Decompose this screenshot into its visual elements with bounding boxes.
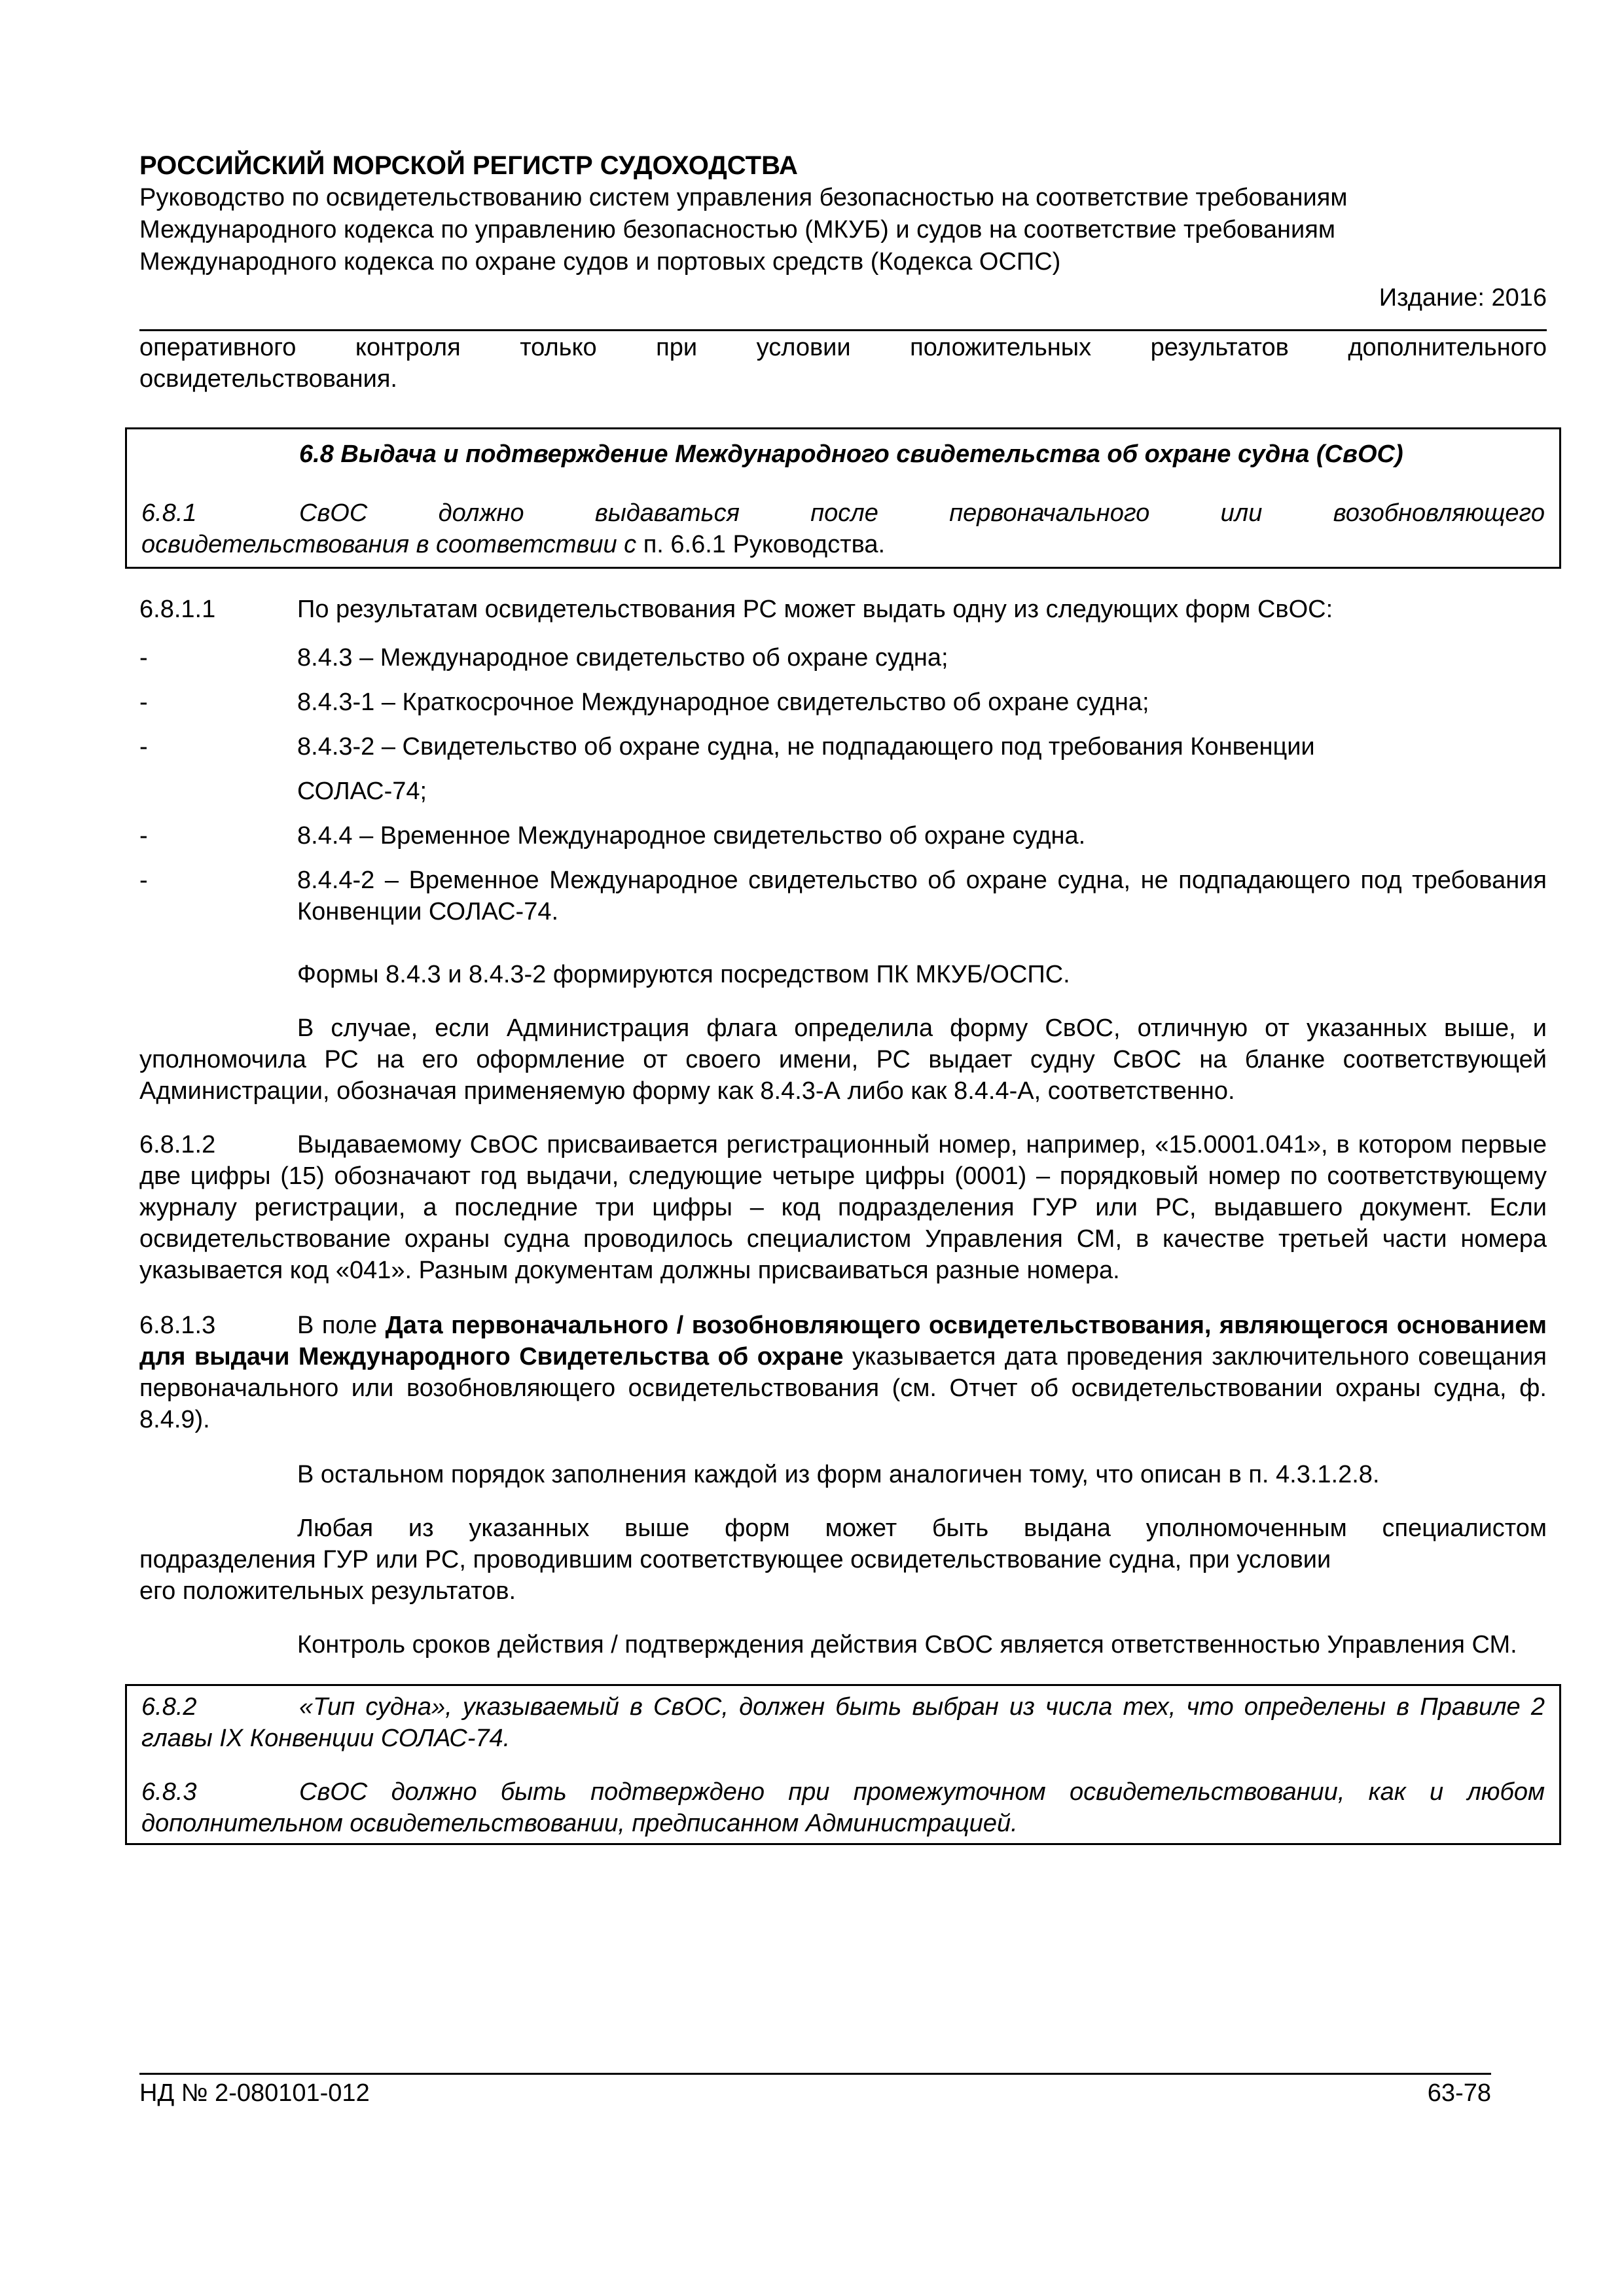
paragraph-number: 6.8.1.1: [139, 596, 216, 623]
header-divider: [139, 329, 1547, 331]
any-form-line-2: подразделения ГУР или РС, проводившим соответствующее освидетельствование судна, при условии: [139, 1546, 1331, 1573]
paragraph-number: 6.8.1.2: [139, 1131, 216, 1158]
clause-text: СвОС должно выдаваться после первоначального или возобновляющего: [299, 499, 1545, 527]
list-item-text: 8.4.4 – Временное Международное свидетельство об охране судна.: [297, 822, 1086, 850]
clause-text-italic: освидетельствования в соответствии с: [141, 531, 643, 558]
any-form-line-1: Любая из указанных выше форм может быть выдана уполномоченным специалистом: [297, 1515, 1547, 1542]
page-content: [139, 332, 1547, 1845]
clause-6-8-3: [141, 1776, 1545, 1839]
any-form-line-3: его положительных результатов.: [139, 1577, 516, 1605]
list-item-text: 8.4.4-2 – Временное Международное свидетельство об охране судна, не подпадающего под требования Конвенции СОЛАС-74.: [297, 867, 1547, 925]
clause-6-8-2: [141, 1691, 1545, 1754]
field-name-bold: Дата первоначального / возобновляющего освидетельствования, являющегося основанием для выдачи Международного Свидетельства об охране: [139, 1312, 1547, 1371]
paragraph-text-pre: В поле: [297, 1312, 386, 1339]
list-item-text-line-2: СОЛАС-74;: [297, 778, 427, 805]
rest-paragraph: В остальном порядок заполнения каждой из форм аналогичен тому, что описан в п. 4.3.1.2.8.: [297, 1461, 1380, 1488]
clause-6-8-1-line-1: [141, 497, 1545, 529]
paragraph-text: Выдаваемому СвОС присваивается регистрационный номер, например, «15.0001.041», в котором первые две цифры (15) обозначают год выдачи, следующие четыре цифры (0001) – порядковый номер по соответствующему журналу регистрации, а последние три цифры – код подразделения ГУР или РС, выдавшего документ. Если освидетельствование охраны судна проводилось специалистом Управления СМ, в качестве третьей части номера указывается код «041». Разным документам должны присваиваться разные номера.: [139, 1131, 1547, 1284]
list-dash: -: [139, 733, 148, 761]
clause-text-reference: п. 6.6.1 Руководства.: [643, 531, 886, 558]
list-dash: -: [139, 822, 148, 850]
page-header: [139, 149, 1547, 314]
document-number: НД № 2-080101-012: [139, 2079, 370, 2107]
edition-label: Издание: 2016: [1379, 284, 1547, 312]
footer-divider: [139, 2073, 1491, 2075]
clause-6-8-1-line-2: [141, 529, 1545, 560]
forms-paragraph: Формы 8.4.3 и 8.4.3-2 формируются посредством ПК МКУБ/ОСПС.: [297, 961, 1070, 988]
document-subtitle-line-3: Международного кодекса по охране судов и портовых средств (Кодекса ОСПС): [139, 248, 1061, 276]
clause-text: «Тип судна», указываемый в СвОС, должен быть выбран из числа тех, что определены в Правиле 2 главы IX Конвенции СОЛАС-74.: [141, 1693, 1545, 1752]
intro-line-1: оперативного контроля только при условии положительных результатов дополнительного: [139, 334, 1547, 361]
any-form-paragraph: [139, 1513, 1547, 1607]
list-item: [139, 820, 1547, 852]
page-number: 63-78: [1427, 2079, 1491, 2107]
paragraph-6-8-1-1: [139, 594, 1547, 625]
paragraph-6-8-1-2: [139, 1129, 1547, 1286]
control-paragraph: Контроль сроков действия / подтверждения действия СвОС является ответственностью Управления СМ.: [297, 1631, 1517, 1659]
list-item-text: [297, 731, 1547, 807]
case-paragraph: В случае, если Администрация флага определила форму СвОС, отличную от указанных выше, и уполномочила РС на его оформление от своего имени, РС выдает судну СвОС на бланке соответствующей Администрации, обозначая применяемую форму как 8.4.3-А либо как 8.4.4-А, соответственно.: [139, 1014, 1547, 1105]
document-subtitle-line-2: Международного кодекса по управлению безопасностью (МКУБ) и судов на соответствие требованиям: [139, 216, 1335, 243]
paragraph-text-post: указывается дата проведения заключительного совещания первоначального или возобновляющего освидетельствования (см. Отчет об освидетельствовании охраны судна, ф. 8.4.9).: [139, 1343, 1547, 1433]
list-item: [139, 642, 1547, 673]
list-dash: -: [139, 867, 148, 894]
clause-number: 6.8.3: [141, 1778, 197, 1806]
list-dash: -: [139, 644, 148, 672]
clause-number: 6.8.2: [141, 1693, 197, 1721]
document-subtitle-line-1: Руководство по освидетельствованию систем управления безопасностью на соответствие требованиям: [139, 184, 1348, 211]
paragraph-text: По результатам освидетельствования РС может выдать одну из следующих форм СвОС:: [297, 596, 1333, 623]
list-item-text: 8.4.3 – Международное свидетельство об охране судна;: [297, 644, 948, 672]
section-title: 6.8 Выдача и подтверждение Международного свидетельства об охране судна (СвОС): [299, 440, 1403, 468]
section-box-6-8: [125, 427, 1561, 569]
list-item: [139, 731, 1547, 807]
clause-text: СвОС должно быть подтверждено при промежуточном освидетельствовании, как и любом дополнительном освидетельствовании, предписанном Администрацией.: [141, 1778, 1545, 1837]
list-item: [139, 865, 1547, 927]
organization-name: РОССИЙСКИЙ МОРСКОЙ РЕГИСТР СУДОХОДСТВА: [139, 151, 798, 180]
list-item-text: 8.4.3-1 – Краткосрочное Международное свидетельство об охране судна;: [297, 689, 1149, 716]
paragraph-6-8-1-3: [139, 1310, 1547, 1435]
list-dash: -: [139, 689, 148, 716]
list-item-text-line-1: 8.4.3-2 – Свидетельство об охране судна, не подпадающего под требования Конвенции: [297, 733, 1315, 761]
paragraph-number: 6.8.1.3: [139, 1312, 216, 1339]
clauses-box-6-8-2-6-8-3: [125, 1684, 1561, 1845]
list-item: [139, 687, 1547, 718]
clause-number: 6.8.1: [141, 499, 197, 527]
intro-line-2: освидетельствования.: [139, 365, 397, 393]
